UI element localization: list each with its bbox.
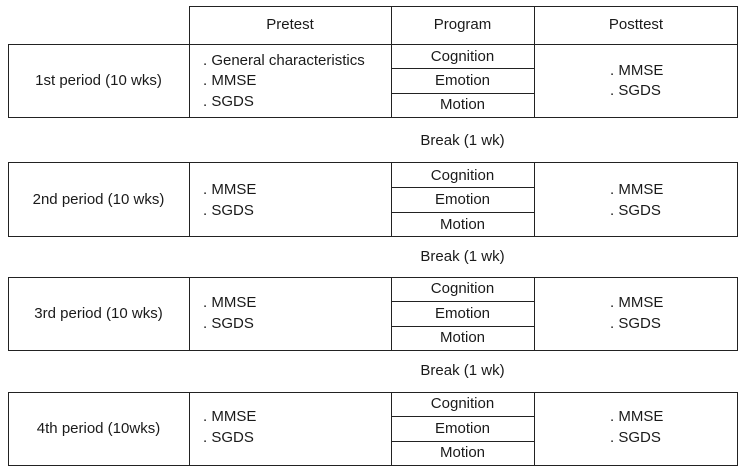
program-divider (391, 326, 535, 327)
period-label: 3rd period (10 wks) (34, 305, 163, 322)
period-divider (534, 44, 535, 118)
pretest-item: . SGDS (203, 93, 254, 110)
program-divider (391, 187, 535, 188)
break-label: Break (1 wk) (420, 362, 505, 379)
program-item-cognition: Cognition (430, 395, 495, 412)
posttest-item: . MMSE (610, 294, 664, 311)
pretest-item: . SGDS (203, 202, 254, 219)
pretest-item: . SGDS (203, 429, 254, 446)
period-label: 1st period (10 wks) (35, 72, 162, 89)
program-item-motion: Motion (439, 216, 486, 233)
period-divider (189, 277, 190, 351)
period-label: 4th period (10wks) (36, 420, 161, 437)
period-divider (189, 392, 190, 466)
pretest-item: . MMSE (203, 408, 257, 425)
period-label: 2nd period (10 wks) (32, 191, 165, 208)
pretest-item: . MMSE (203, 294, 257, 311)
program-divider (391, 93, 535, 94)
break-label: Break (1 wk) (420, 248, 505, 265)
header-posttest: Posttest (608, 16, 664, 33)
program-item-motion: Motion (439, 96, 486, 113)
program-item-cognition: Cognition (430, 280, 495, 297)
program-divider (391, 212, 535, 213)
program-divider (391, 301, 535, 302)
period-divider (189, 162, 190, 237)
period-divider (189, 44, 190, 118)
program-divider (391, 416, 535, 417)
pretest-item: . SGDS (203, 315, 254, 332)
period-divider (534, 392, 535, 466)
break-label: Break (1 wk) (420, 132, 505, 149)
program-item-motion: Motion (439, 444, 486, 461)
period-divider (534, 277, 535, 351)
period-divider (534, 162, 535, 237)
program-divider (391, 441, 535, 442)
program-item-emotion: Emotion (434, 305, 491, 322)
posttest-item: . MMSE (610, 408, 664, 425)
posttest-item: . MMSE (610, 181, 664, 198)
pretest-item: . MMSE (203, 181, 257, 198)
posttest-item: . SGDS (610, 202, 661, 219)
posttest-item: . SGDS (610, 429, 661, 446)
header-pretest: Pretest (266, 16, 314, 33)
program-item-emotion: Emotion (434, 72, 491, 89)
pretest-item: . MMSE (203, 72, 257, 89)
posttest-item: . SGDS (610, 315, 661, 332)
program-item-cognition: Cognition (430, 167, 495, 184)
program-item-emotion: Emotion (434, 420, 491, 437)
program-item-cognition: Cognition (430, 48, 495, 65)
pretest-item: . General characteristics (203, 52, 365, 69)
program-item-motion: Motion (439, 329, 486, 346)
program-item-emotion: Emotion (434, 191, 491, 208)
header-program: Program (433, 16, 492, 33)
posttest-item: . SGDS (610, 82, 661, 99)
posttest-item: . MMSE (610, 62, 664, 79)
program-divider (391, 68, 535, 69)
